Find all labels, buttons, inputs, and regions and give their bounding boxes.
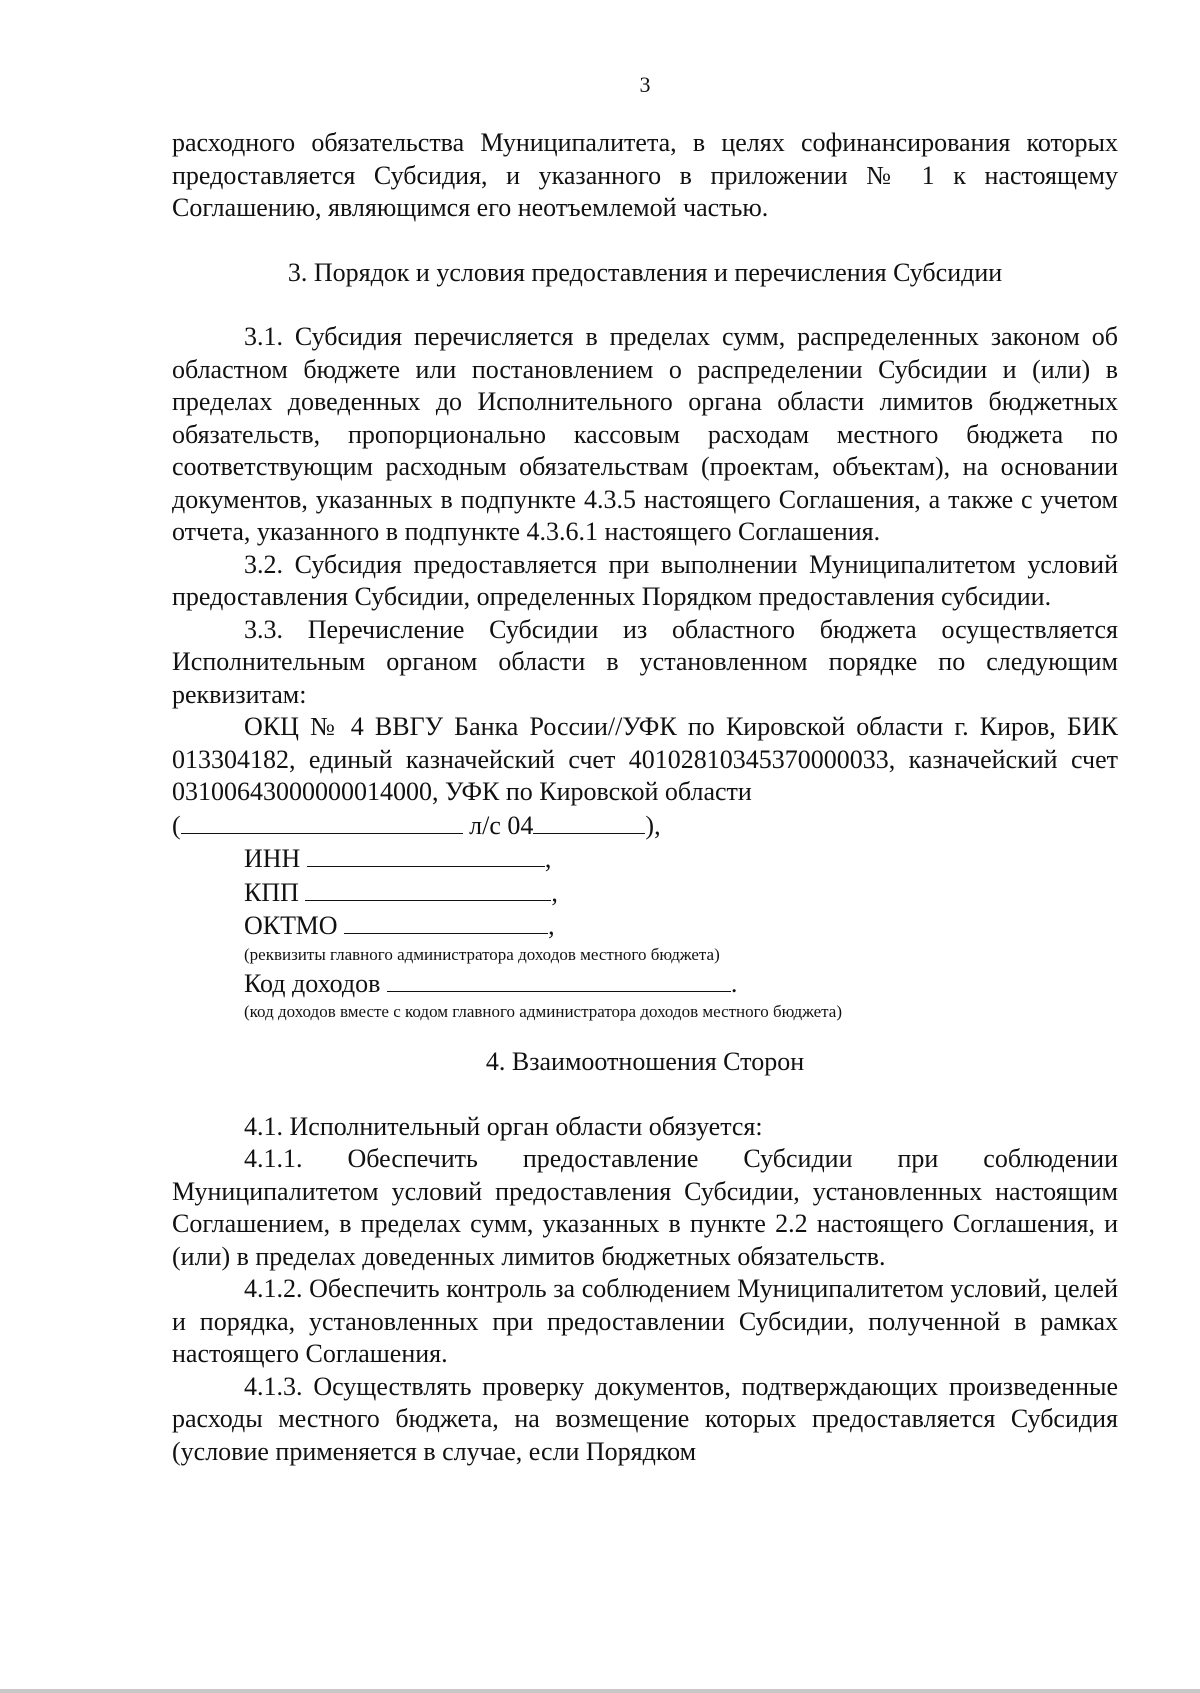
inn-line: [172, 842, 1118, 876]
section-4-heading: 4. Взаимоотношения Сторон: [485, 1047, 805, 1076]
note-income-code: (код доходов вместе с кодом главного администратора доходов местного бюджета): [244, 1002, 843, 1021]
spacer: [172, 1024, 1118, 1046]
oktmo-label: ОКТМО: [244, 911, 338, 940]
kpp-label: КПП: [244, 877, 299, 907]
scan-bottom-edge: [0, 1689, 1200, 1693]
kpp-comma: ,: [551, 877, 558, 907]
income-code-blank-field[interactable]: [387, 967, 731, 992]
inn-label: ИНН: [244, 844, 301, 873]
bank-requisites: ОКЦ № 4 ВВГУ Банка России//УФК по Кировской области г. Киров, БИК 013304182, единый казначейский счет 40102810345370000033, казначейский счет 03100643000000014000, УФК по Кировской области: [172, 712, 1118, 806]
clause-4-1-1: 4.1.1. Обеспечить предоставление Субсидии при соблюдении Муниципалитетом условий предоставления Субсидии, установленных настоящим Соглашением, в пределах сумм, указанных в пункте 2.2 настоящего Соглашения, и (или) в пределах доведенных лимитов бюджетных обязательств.: [172, 1144, 1118, 1271]
inn-blank-field[interactable]: [307, 842, 545, 867]
spacer: [172, 1079, 1118, 1111]
clause-4-1-2: 4.1.2. Обеспечить контроль за соблюдением Муниципалитетом условий, целей и порядка, установленных при предоставлении Субсидии, полученной в рамках настоящего Соглашения.: [172, 1274, 1118, 1368]
clause-3-1: 3.1. Субсидия перечисляется в пределах сумм, распределенных законом об областном бюджете или постановлением о распределении Субсидии и (или) в пределах доведенных до Исполнительного органа области лимитов бюджетных обязательств, пропорционально кассовым расходам местного бюджета по соответствующим расходным обязательствам (проектам, объектам), на основании документов, указанных в подпункте 4.3.5 настоящего Соглашения, а также с учетом отчета, указанного в подпункте 4.3.6.1 настоящего Соглашения.: [172, 322, 1118, 546]
income-code-label: Код доходов: [244, 968, 381, 998]
oktmo-comma: ,: [548, 911, 555, 940]
oktmo-blank-field[interactable]: [344, 909, 548, 934]
account-ls-label: л/с 04: [469, 810, 534, 840]
account-blank-field[interactable]: [181, 809, 463, 834]
kpp-blank-field[interactable]: [305, 876, 551, 901]
income-code-line: [172, 967, 1118, 1001]
clause-4-1-3: 4.1.3. Осуществлять проверку документов, подтверждающих произведенные расходы местного бюджета, на возмещение которых предоставляется Субсидия (условие применяется в случае, если Порядком: [172, 1371, 1118, 1466]
inn-comma: ,: [544, 844, 552, 873]
clause-3-3: 3.3. Перечисление Субсидии из областного бюджета осуществляется Исполнительным органом области в установленном порядке по следующим реквизитам:: [172, 614, 1118, 709]
kpp-line: [172, 876, 1118, 910]
note-admin-requisites: (реквизиты главного администратора доходов местного бюджета): [244, 944, 720, 964]
account-open: (: [172, 810, 181, 840]
document-body: [172, 127, 1118, 1468]
spacer: [172, 289, 1118, 321]
account-close: ),: [645, 810, 661, 840]
intro-paragraph: расходного обязательства Муниципалитета, в целях софинансирования которых предоставляется Субсидия, и указанного в приложении № 1 к настоящему Соглашению, являющимся его неотъемлемой частью.: [172, 128, 1118, 222]
income-code-end: .: [730, 968, 738, 998]
clause-3-2: 3.2. Субсидия предоставляется при выполнении Муниципалитетом условий предоставления Субсидии, определенных Порядком предоставления субсидии.: [172, 549, 1118, 611]
page-number: 3: [639, 72, 651, 97]
clause-4-1: 4.1. Исполнительный орган области обязуется:: [244, 1111, 763, 1141]
account-line: [172, 809, 1118, 843]
oktmo-line: [172, 909, 1118, 943]
account-ls-blank-field[interactable]: [533, 809, 645, 834]
section-3-heading: 3. Порядок и условия предоставления и перечисления Субсидии: [287, 257, 1003, 287]
spacer: [172, 225, 1118, 257]
